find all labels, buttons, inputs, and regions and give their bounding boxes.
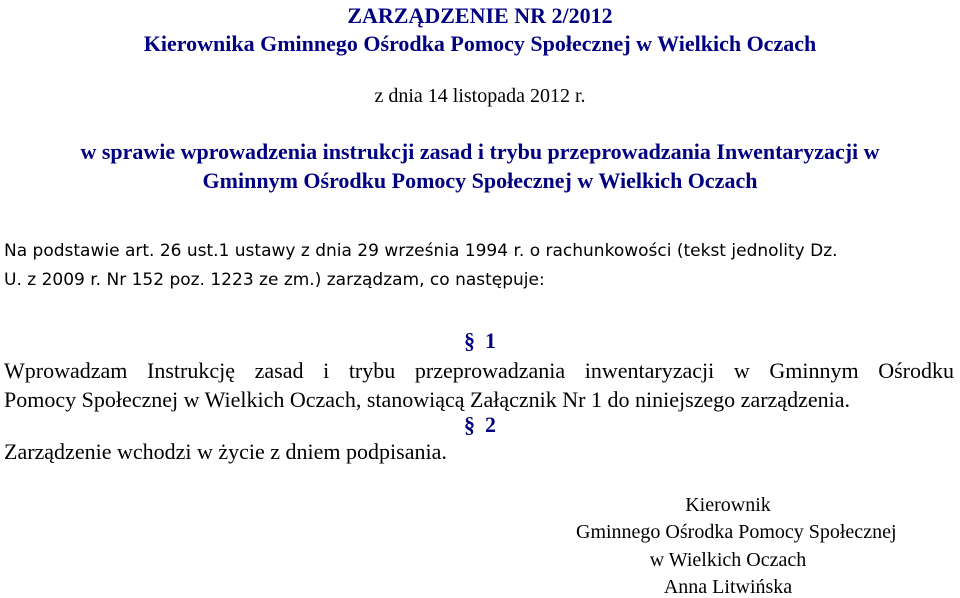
section-2-heading [0,414,960,436]
document-date: z dnia 14 listopada 2012 r. [374,85,586,107]
section-1-line-2: Pomocy Społecznej w Wielkich Oczach, stanowiącą Załącznik Nr 1 do niniejszego zarządzenia. [4,387,850,412]
section-1-heading [0,330,960,352]
legal-basis-line-1: Na podstawie art. 26 ust.1 ustawy z dnia 29 września 1994 r. o rachunkowości (tekst jednolity Dz. [4,241,838,261]
section-1-line-1: Wprowadzam Instrukcję zasad i trybu przeprowadzania inwentaryzacji w Gminnym Ośrodku [4,358,954,383]
document-issuer: Kierownika Gminnego Ośrodka Pomocy Społecznej w Wielkich Oczach [143,31,817,56]
section-1-number: 1 [485,328,496,353]
section-2-line-1: Zarządzenie wchodzi w życie z dniem podpisania. [4,439,447,464]
signature-org-line-1: Gminnego Ośrodka Pomocy Społecznej [576,521,897,543]
legal-basis-line-2: U. z 2009 r. Nr 152 poz. 1223 ze zm.) zarządzam, co następuje: [4,270,545,290]
subject-line-1: w sprawie wprowadzenia instrukcji zasad i trybu przeprowadzania Inwentaryzacji w [80,139,880,164]
signature-role: Kierownik [685,494,771,516]
paragraph-symbol: § [464,412,475,437]
section-2-number: 2 [485,412,496,437]
subject-line-2: Gminnym Ośrodku Pomocy Społecznej w Wielkich Oczach [202,168,758,193]
document-title: ZARZĄDZENIE NR 2/2012 [347,3,613,28]
paragraph-symbol: § [464,328,475,353]
signature-name: Anna Litwińska [663,576,793,598]
signature-org-line-2: w Wielkich Oczach [649,549,807,571]
